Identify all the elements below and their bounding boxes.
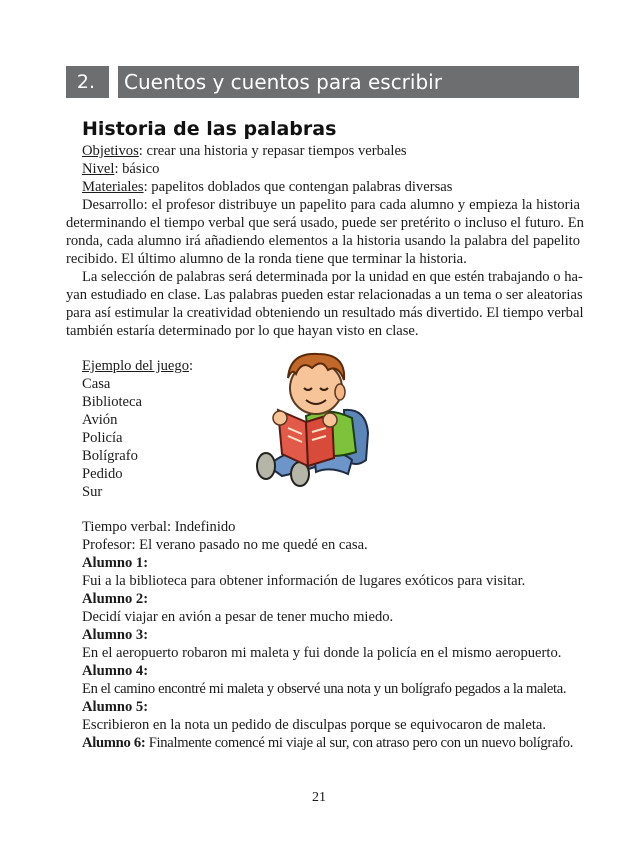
paragraph-line: recibido. El último alumno de la ronda tiene que terminar la historia. bbox=[66, 251, 467, 267]
paragraph-line: La selección de palabras será determinada por la unidad en que estén trabajando o ha- bbox=[82, 269, 583, 285]
alumno-text: Escribieron en la nota un pedido de disculpas porque se equivocaron de maleta. bbox=[82, 717, 547, 733]
boy-reading-illustration bbox=[248, 348, 390, 488]
alumno-label: Alumno 3: bbox=[82, 627, 149, 643]
chapter-title: Cuentos y cuentos para escribir bbox=[124, 70, 442, 94]
alumno-label: Alumno 6: bbox=[82, 735, 146, 751]
example-heading bbox=[82, 357, 193, 375]
alumno-label: Alumno 2: bbox=[82, 591, 149, 607]
alumno-text: En el aeropuerto robaron mi maleta y fui donde la policía en el mismo aeropuerto. bbox=[82, 645, 562, 661]
objetivos-line bbox=[82, 142, 407, 160]
alumno-label: Alumno 5: bbox=[82, 699, 149, 715]
nivel-text: : básico bbox=[114, 161, 160, 177]
alumno-label: Alumno 1: bbox=[82, 555, 149, 571]
example-word: Avión bbox=[82, 412, 118, 428]
alumno6-line bbox=[82, 734, 573, 752]
paragraph-line: para así estimular la creatividad obteniendo un resultado más divertido. El tiempo verbal bbox=[66, 305, 584, 321]
header-separator bbox=[109, 66, 118, 98]
nivel-line bbox=[82, 160, 159, 178]
chapter-header bbox=[66, 66, 579, 98]
section-title: Historia de las palabras bbox=[82, 118, 337, 140]
paragraph-line: determinando el tiempo verbal que será usado, puede ser pretérito o incluso el futuro. En bbox=[66, 215, 584, 231]
materiales-text: : papelitos doblados que contengan palabras diversas bbox=[143, 179, 453, 195]
alumno-text: Fui a la biblioteca para obtener información de lugares exóticos para visitar. bbox=[82, 573, 526, 589]
example-word: Sur bbox=[82, 484, 103, 500]
example-colon: : bbox=[189, 358, 194, 374]
alumno-label: Alumno 4: bbox=[82, 663, 149, 679]
page-number: 21 bbox=[312, 790, 326, 805]
example-label: Ejemplo del juego bbox=[82, 358, 189, 374]
objetivos-label: Objetivos bbox=[82, 143, 139, 159]
paragraph-line: yan estudiado en clase. Las palabras pueden estar relacionadas a un tema o ser aleatorias bbox=[66, 287, 583, 303]
paragraph-line: también estaría determinado por lo que hayan visto en clase. bbox=[66, 323, 419, 339]
alumno-text: En el camino encontré mi maleta y observé una nota y un bolígrafo pegados a la maleta. bbox=[82, 681, 567, 697]
chapter-number: 2. bbox=[76, 71, 96, 93]
example-word: Policía bbox=[82, 430, 123, 446]
example-word: Bolígrafo bbox=[82, 448, 138, 464]
materiales-line bbox=[82, 178, 452, 196]
tiempo-verbal: Tiempo verbal: Indefinido bbox=[82, 519, 236, 535]
paragraph-line: Desarrollo: el profesor distribuye un papelito para cada alumno y empieza la historia bbox=[82, 197, 580, 213]
paragraph-line: ronda, cada alumno irá añadiendo elementos a la historia usando la palabra del papelito bbox=[66, 233, 580, 249]
example-word: Biblioteca bbox=[82, 394, 142, 410]
nivel-label: Nivel bbox=[82, 161, 115, 177]
objetivos-text: : crear una historia y repasar tiempos verbales bbox=[138, 143, 407, 159]
alumno-text: Finalmente comencé mi viaje al sur, con atraso pero con un nuevo bolígrafo. bbox=[145, 735, 574, 751]
example-word: Casa bbox=[82, 376, 111, 392]
alumno-text: Decidí viajar en avión a pesar de tener mucho miedo. bbox=[82, 609, 394, 625]
materiales-label: Materiales bbox=[82, 179, 144, 195]
profesor-line: Profesor: El verano pasado no me quedé en casa. bbox=[82, 537, 368, 553]
example-word: Pedido bbox=[82, 466, 123, 482]
